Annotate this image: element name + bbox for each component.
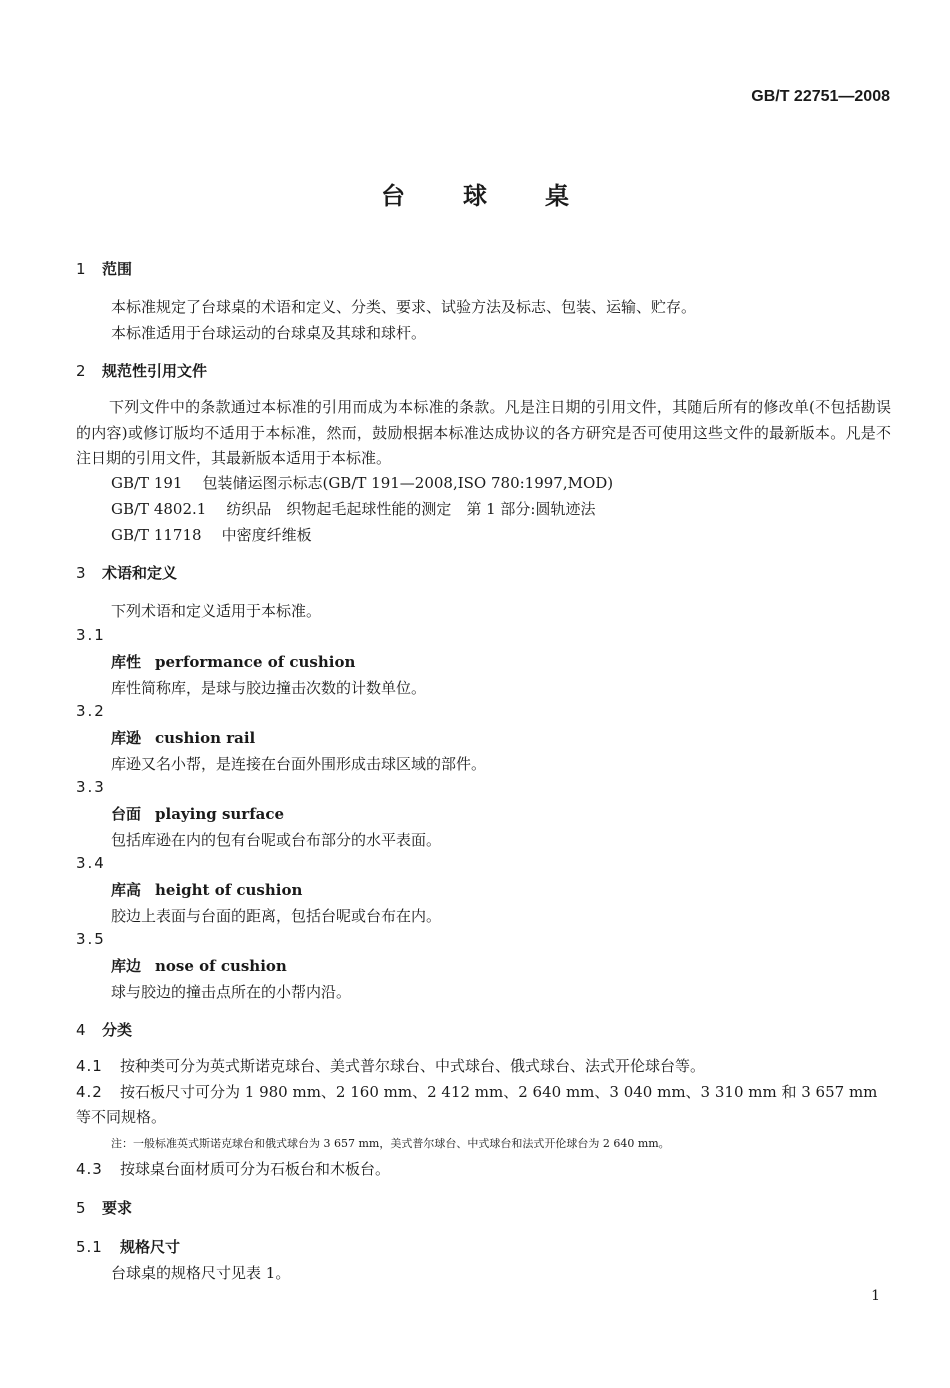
section-1-paragraph-1: 本标准规定了台球桌的术语和定义、分类、要求、试验方法及标志、包装、运输、贮存。 bbox=[111, 298, 697, 316]
clause-4-2-continuation: 等不同规格。 bbox=[76, 1108, 167, 1126]
reference-item: GB/T 191 包装储运图示标志(GB/T 191—2008,ISO 780:1997,MOD) bbox=[111, 474, 614, 492]
section-3-intro: 下列术语和定义适用于本标准。 bbox=[111, 602, 322, 620]
standard-number: GB/T 22751—2008 bbox=[751, 88, 890, 105]
clause-5-1-heading: 5.1 规格尺寸 bbox=[76, 1238, 181, 1256]
term-definition: 球与胶边的撞击点所在的小帮内沿。 bbox=[111, 983, 352, 1001]
section-1-paragraph-2: 本标准适用于台球运动的台球桌及其球和球杆。 bbox=[111, 324, 427, 342]
term-title: 库逊 cushion rail bbox=[111, 729, 256, 747]
term-number: 3.2 bbox=[76, 702, 106, 720]
section-1-heading: 1 范围 bbox=[76, 260, 133, 278]
term-number: 3.1 bbox=[76, 626, 106, 644]
section-2-paragraph: 下列文件中的条款通过本标准的引用而成为本标准的条款。凡是注日期的引用文件，其随后所有的修改单(不包括勘误的内容)或修订版均不适用于本标准，然而，鼓励根据本标准达成协议的各方研究是否可使用这些文件的最新版本。凡是不注日期的引用文件，其最新版本适用于本标准。 bbox=[76, 398, 891, 467]
clause-4-1: 4.1 按种类可分为英式斯诺克球台、美式普尔球台、中式球台、俄式球台、法式开伦球台等。 bbox=[76, 1057, 706, 1075]
term-number: 3.4 bbox=[76, 854, 106, 872]
reference-item: GB/T 4802.1 纺织品 织物起毛起球性能的测定 第 1 部分:圆轨迹法 bbox=[111, 500, 596, 518]
page-number: 1 bbox=[871, 1288, 880, 1304]
term-definition: 胶边上表面与台面的距离，包括台呢或台布在内。 bbox=[111, 907, 442, 925]
term-definition: 库性简称库，是球与胶边撞击次数的计数单位。 bbox=[111, 679, 427, 697]
section-5-heading: 5 要求 bbox=[76, 1199, 133, 1217]
term-title: 台面 playing surface bbox=[111, 805, 285, 823]
term-number: 3.5 bbox=[76, 930, 106, 948]
note: 注：一般标准英式斯诺克球台和俄式球台为 3 657 mm，美式普尔球台、中式球台和法式开伦球台为 2 640 mm。 bbox=[111, 1137, 670, 1150]
term-title: 库性 performance of cushion bbox=[111, 653, 356, 671]
term-number: 3.3 bbox=[76, 778, 106, 796]
section-4-heading: 4 分类 bbox=[76, 1021, 133, 1039]
term-definition: 包括库逊在内的包有台呢或台布部分的水平表面。 bbox=[111, 831, 442, 849]
clause-4-3: 4.3 按球桌台面材质可分为石板台和木板台。 bbox=[76, 1160, 391, 1178]
clause-5-1-text: 台球桌的规格尺寸见表 1。 bbox=[111, 1264, 291, 1282]
section-2-heading: 2 规范性引用文件 bbox=[76, 362, 208, 380]
reference-item: GB/T 11718 中密度纤维板 bbox=[111, 526, 312, 544]
term-title: 库边 nose of cushion bbox=[111, 957, 287, 975]
page-title: 台球桌 bbox=[381, 182, 627, 210]
section-3-heading: 3 术语和定义 bbox=[76, 564, 178, 582]
clause-4-2: 4.2 按石板尺寸可分为 1 980 mm、2 160 mm、2 412 mm、2 640 mm、3 040 mm、3 310 mm 和 3 657 mm bbox=[76, 1083, 878, 1101]
term-title: 库高 height of cushion bbox=[111, 881, 303, 899]
term-definition: 库逊又名小帮，是连接在台面外围形成击球区域的部件。 bbox=[111, 755, 487, 773]
